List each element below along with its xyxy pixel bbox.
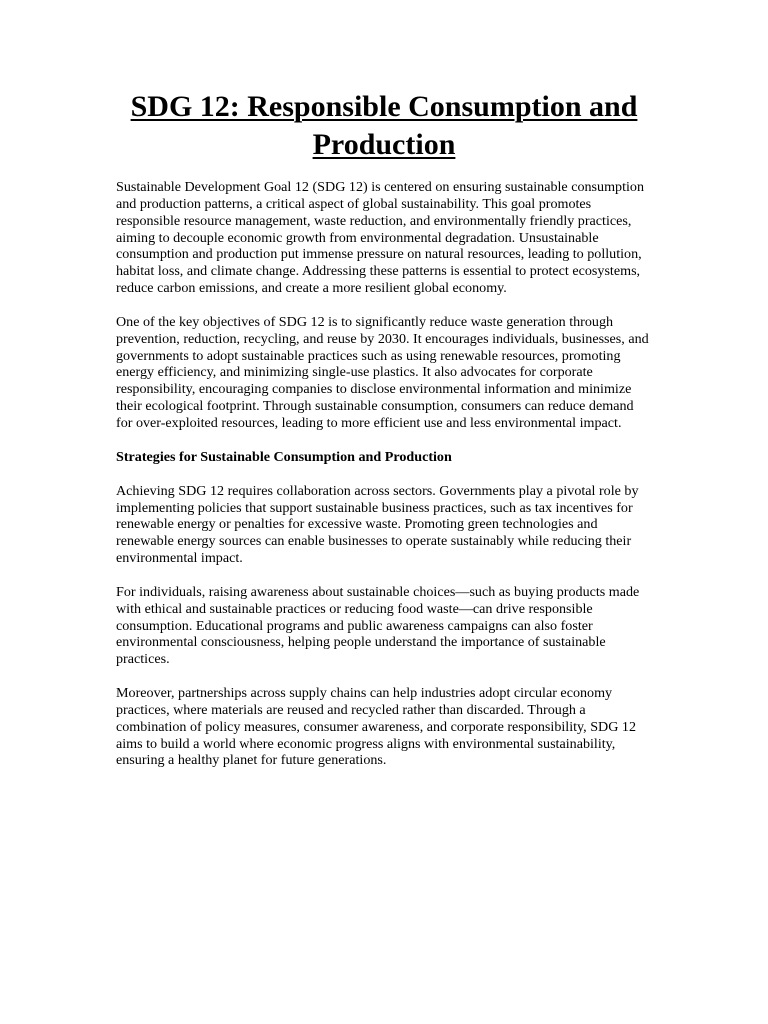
document-title: SDG 12: Responsible Consumption and Production — [130, 90, 638, 161]
document-page — [116, 88, 652, 769]
objectives-paragraph: One of the key objectives of SDG 12 is to significantly reduce waste generation through prevention, reduction, recycling, and reuse by 2030. It encourages individuals, businesses, and governments to adopt sustainable practices such as using renewable resources, promoting energy efficiency, and minimizing single-use plastics. It also advocates for corporate responsibility, encouraging companies to disclose environmental information and minimize their ecological footprint. Through sustainable consumption, consumers can reduce demand for over-exploited resources, leading to more efficient use and less environmental impact. — [116, 313, 649, 431]
partnerships-paragraph: Moreover, partnerships across supply chains can help industries adopt circular economy practices, where materials are reused and recycled rather than discarded. Through a combination of policy measures, consumer awareness, and corporate responsibility, SDG 12 aims to build a world where economic progress aligns with environmental sustainability, ensuring a healthy planet for future generations. — [116, 685, 637, 769]
section-heading: Strategies for Sustainable Consumption and Production — [116, 448, 452, 465]
intro-paragraph: Sustainable Development Goal 12 (SDG 12) is centered on ensuring sustainable consumption and production patterns, a critical aspect of global sustainability. This goal promotes responsible resource management, waste reduction, and environmentally friendly practices, aiming to decouple economic growth from environmental degradation. Unsustainable consumption and production put immense pressure on natural resources, leading to pollution, habitat loss, and climate change. Addressing these patterns is essential to protect ecosystems, reduce carbon emissions, and create a more resilient global economy. — [116, 179, 645, 297]
individuals-paragraph: For individuals, raising awareness about sustainable choices—such as buying products made with ethical and sustainable practices or reducing food waste—can drive responsible consumption. Educational programs and public awareness campaigns can also foster environmental consciousness, helping people understand the importance of sustainable practices. — [116, 583, 640, 668]
governments-paragraph: Achieving SDG 12 requires collaboration across sectors. Governments play a pivotal role by implementing policies that support sustainable business practices, such as tax incentives for renewable energy or penalties for excessive waste. Promoting green technologies and renewable energy sources can enable businesses to operate sustainably while reducing their environmental impact. — [116, 482, 639, 567]
